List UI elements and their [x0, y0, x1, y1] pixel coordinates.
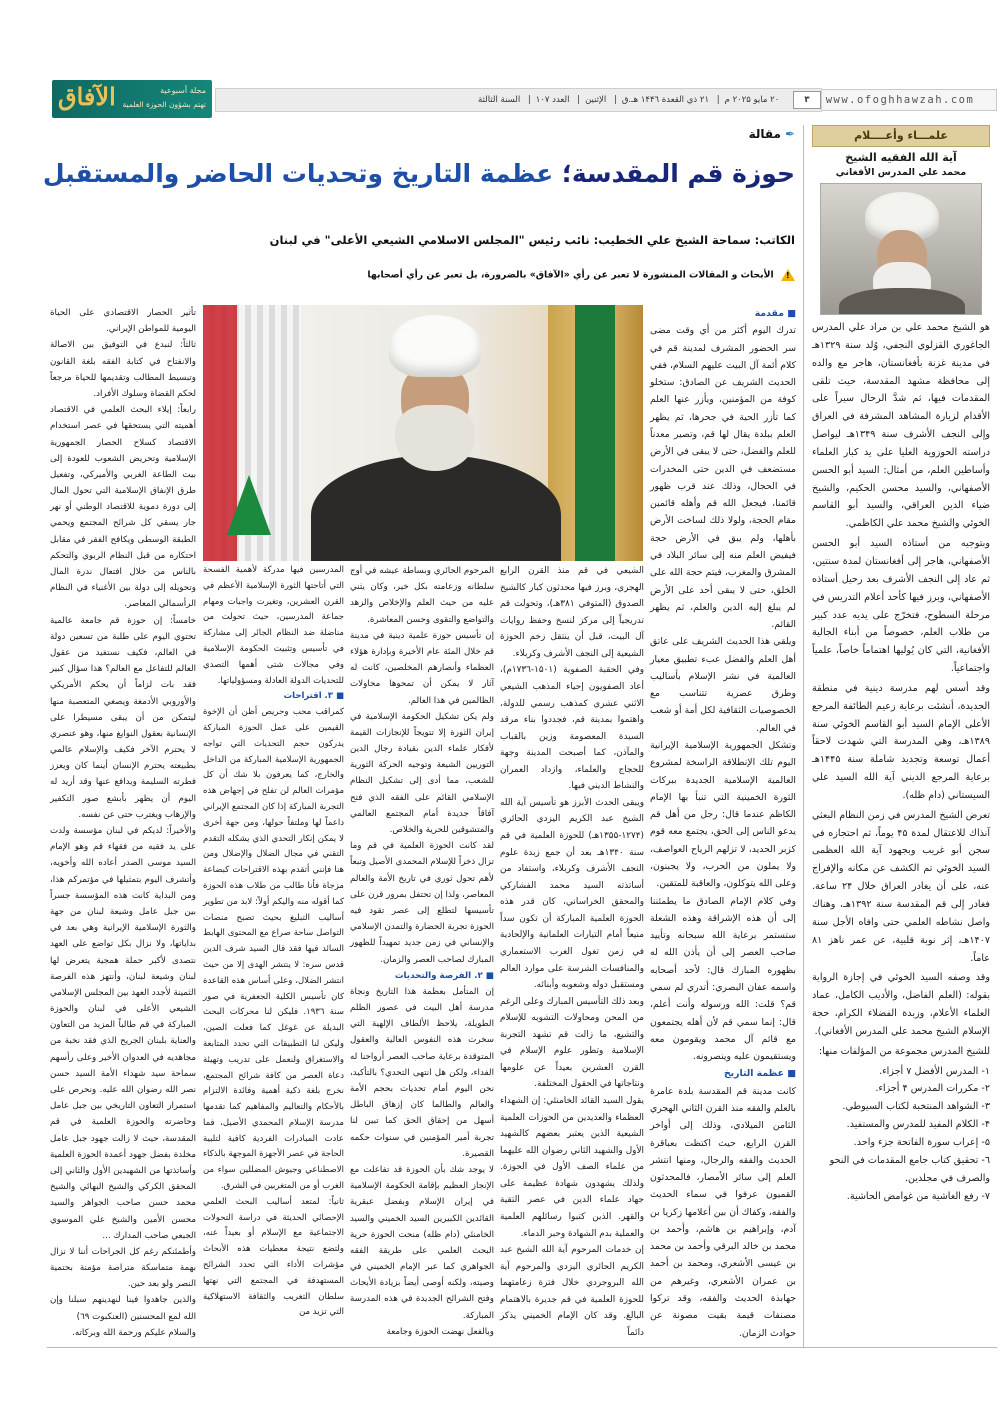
article-paragraph: ولم يكن تشكيل الحكومة الإسلامية في إيران الثورة إلا تتويجاً للإنجازات القيمة لأفكار علماء الدين بقيادة رجال الدين التوريين الشيعة وتوجيه الحركة الثورية للشعب، مما أدى إلى تشكيل النظام الإسلامي القائم على الفقه الذي فتح آفاقاً جديدة أمام المجتمع العالمي والمتشوقين للحرية والخلاص. — [350, 711, 494, 835]
scholars-sidebar — [812, 125, 990, 1347]
sidebar-section-band: علمـــاء وأعــــلام — [812, 125, 990, 147]
works-item: ٦- تحقيق كتاب جامع المقدمات في النحو والصرف في مجلدين. — [829, 1154, 990, 1184]
headline-part1: حوزة قم المقدسة؛ — [553, 159, 795, 188]
sidebar-title-line1: آية الله الفقيه الشيخ — [845, 151, 957, 164]
portrait-robe — [839, 288, 965, 315]
subheading: ■ ۲. الفرصة والتحديات — [350, 968, 494, 984]
article-column-1 — [650, 305, 796, 1342]
article-paragraph: إن المتأمل بعظمة هذا التاريخ ونجاة مدرسة أهل البيت في عصور الظلم الطويلة، يلاحظ الألطاف الإلهية التي سخرت هذه النفوس العالية والعقول المتوقدة برعاية صاحب العصر أرواحنا له الفداء، ولكن هل انتهى التحدي؟ بالتأكيد، نحن اليوم أمام تحديات بحجم الأمة والعالم والطالما كان إزهاق الباطل أسهل من إحقاق الحق كما تبين لنا تجربة أمير المؤمنين في سنوات حكمه القصيرة. — [350, 986, 494, 1159]
article-paragraph: رابعاً: إيلاء البحث العلمي في الاقتصاد أهميته التي يستحقها في عصر استخدام الاقتصاد كسلاح الحصار الجمهورية الإسلامية وتحريض الشعوب للعودة إلى بيت الطاعة الغربي والأميركي، وتفعيل طرق الإنفاق الإسلامية التي تحول المال إلى دورة دموية للاقتصاد الوطني أو نهر جار يسقي كل شرائح المجتمع ويحمي الطبقة الوسطى ويكافح الفقر في مقابل احتكاره من قبل النظام الربوي والتحكم بالناس من خلال افتعال ندرة المال وتحويله إلى دولة بين الأغنياء في النظام الرأسمالي المعاصر. — [50, 405, 196, 610]
article-paragraph: وتشكل الجمهورية الإسلامية الإيرانية اليوم تلك الإنطلاقة الراسخة لمشروع العالمية الإسلامية الجديدة ببركات الثورة الخمينية التي تنبأ بها الإمام الكاظم عندما قال: رجل من أهل قم يدعو الناس إلى الحق، يجتمع معه قوم كزبر الحديد، لا تزلهم الرياح العواصف، ولا يملون من الحرب، ولا يجبنون، وعلى الله يتوكلون، والعاقبة للمتقين. — [650, 740, 796, 890]
sidebar-biography — [812, 319, 990, 1061]
article-paragraph: ثانياً: لمتعد أساليب البحث العلمي الإحصائي الحديثة في دراسة التحولات الاجتماعية مع الإسلام أو بعيداً عنه، ولتضع نتيجة معطيات هذه الأبحاث مؤشرات الأداء التي تحدد الشرائح المستهدفة في المجتمع التي نهتها سلطان التغريب والثقافة الاستهلاكية التي تزيد من — [203, 1196, 344, 1318]
logo-wordmark: الآفاق — [58, 82, 116, 111]
bio-paragraph: وقد وصفه السيد الخوئي في إجازة الرواية بقوله: (العلم الفاضل، والأديب الكامل، عماد العلماء الأعلام، وزبدة الفضلاء الكرام، حجة الإسلام الشيخ محمد علي المدرس الأفغاني). — [812, 972, 990, 1037]
article-paragraph: ثالثاً: لنبدع في التوفيق بين الاصالة والانفتاح في كتابة الفقه بلغة القانون وتبسيط المطالب وتقديمها للحياة مرجعاً لحكم القضاة وسلوك الأفراد. — [50, 340, 196, 399]
article-paragraph: والأخيراً: لديكم في لبنان مؤسسة ولدت على يد فقيه من فقهاء قم وهو الإمام السيد موسى الصدر أعاده الله وأخويه، وأتشرف اليوم بتمثيلها في مؤتمركم هذا، ومن البداية كانت هذه المؤسسة جسراً بين جبل عامل وشيعة لبنان من جهة والثورة الإسلامية الإيرانية وهي بعد في بداياتها، ولا نزال بكل تواضع على العهد نتصدى لأكبر حملة همجية يتعرض لها لبنان وشيعة لبنان، وأنتهز هذه الفرصة الثمينة لأجدد العهد بين المجلس الإسلامي الشيعي الأعلى في لبنان والحوزة المباركة في قم طالباً المزيد من التعاون والعناية بلبنان الجريح الذي فقد نخبة من مجاهديه في العدوان الأخير وعلى رأسهم سماحة سيد شهداء الأمة السيد حسن نصر الله رضوان الله عليه. ونحرص على استمرار التعاون التاريخي بين جبل عامل وحاضرته والحوزة العلمية في قم المقدسة، حيث لا زالت جهود جبل عامل مخلدة بفضل جهود أعمدة الحوزة العلمية وأساتذتها من الشهيدين الأول والثاني إلى المحقق الكركي والشيخ البهائي والشيخ محمد حسن صاحب الجواهر والسيد محسن الأمين والشيخ علي الموسوي الجبعي صاحب المدارك ... — [49, 826, 196, 1241]
article-column-2 — [500, 563, 644, 1341]
website-url[interactable]: www.ofoghhawzah.com — [803, 89, 997, 111]
author-photo — [203, 305, 643, 561]
article-paragraph: المدرسين فيها مدركة لأهمية الفسحة التي أتاحتها الثورة الإسلامية الأعظم في القرن العشرين، وتغيرت واجبات ومهام جماعة المدرسين، حيث تحولت من مناضلة ضد النظام الجائر إلى مشاركة في تأسيس وتثبيت الحكومة الإسلامية وفي مجالات شتى أهمها التصدي للتحديات الدولة العادلة ومسؤولياتها. — [203, 565, 344, 686]
article-paragraph: كمراقب محب وحريص أظن أن الإخوة القيمين على عمل الحوزة المباركة يدركون حجم التحديات التي تواجه الجمهورية الإسلامية المباركة من الداخل والخارج، كما يعرفون بلا شك أن كل مؤمرات العالم لن تفلح في إجهاض هذه التجربة المباركة إذا كان المجتمع الإيراني داعماً لها وملتفاً حولها، ومن جهة أخرى لا يمكن إنكار التحدي الذي يشكله التقدم التقني في مجال الضلال والإضلال ومن هنا فإنني أتقدم بهذه الاقتراحات كبضاعة مزجاة فأنا طالب من طلاب هذه الحوزة كما أقوله منه واليكم أولاً: لابد من تطوير أساليب التبليغ بحيث تصبح منصات التواصل ساحة صراع مع المحتوى الهابط السائد فيها فقد قال السيد شرف الدين قدس سره: لا ينتشر الهدى إلا من حيث انتشر الضلال، وعلى أساس هذه القاعدة كان تأسيس الكلية الجعفرية في صور سنة ۱۹۳٦. فليكن لنا محركات البحث البديلة عن غوغل كما فعلت الصين، وليكن لنا التطبيقات التي تحدد المتابعة والاستغراق ولنعمل على تدريب وتهيئة دعاة العصر من كافة شرائح المجتمع، نخرج بلغة ذكية أهمية وفائدة الالتزام بالأحكام والتعاليم والمفاهيم كما تقدمها مدرسة الإسلام المحمدي الأصيل، فما عادت المبادرات الفردية كافية لتلبية الحاجة في عصر الأجهزة الموجهة بالذكاء الاصطناعي وجيوش المضللين سواء من الغرب أو من المتغربين في الشرق. — [203, 707, 344, 1192]
article-headline — [42, 158, 795, 191]
article-paragraph: وفي كلام الإمام الصادق ما يطمئننا إلى أن هذه الإشراقة وهذه الشعلة ستستمر برعاية الله سبحانه وتأييد صاحب العصر إلى أن يأذن الله له بظهوره المبارك قال: لأحد أصحابه واسمه عفان البصري: أتدري لم سمي قم؟ قلت: الله ورسوله وأنت أعلم، قال: إنما سمي قم لأن أهله يجتمعون مع قائم آل محمد ويقومون معه ويستقيمون عليه وينصرونه. — [650, 895, 796, 1063]
logo-subtitle-1: مجلة أسبوعية — [160, 86, 206, 95]
article-paragraph: وبالفعل نهضت الحوزة وجامعة — [386, 1326, 494, 1337]
article-paragraph: لقد كانت الحوزة العلمية في قم وما تزال ذخراً للإسلام المحمدي الأصيل وتبعاً لأهم تحول ثوري في تاريخ الأمة والعالم المعاصر، ولذا إن تحتفل بمرور قرن على تأسيسها لتطلع إلى عصر تقود فيه الحوزة تجربة الحضارة والتمدن الإسلامي والإنساني في زمن جديد تمهيداً للظهور المبارك لصاحب العصر والزمان. — [349, 841, 494, 965]
article-paragraph: ويبقى الحدث الأبرز هو تأسيس آية الله الشيخ عبد الكريم اليزدي الحائري (۱۲۷۴-۱۳۵۵هـ) للحوزة العلمية في قم سنة ۱۳۴۰هـ بعد أن جمع زبدة علوم النجف الأشرف وكربلاء، واستفاد من أساتذته السيد محمد الفشاركي والمحقق الخراساني، كان قدر هذه الحوزة العلمية المباركة أن تكون سداً منيعاً أمام التيارات العلمانية والإلحادية في زمن تغول الغرب الاستعماري والمنافسات الشرسة على موارد العالم ومستقبل دوله وشعوبه وأبنائه. — [500, 797, 645, 991]
article-paragraph: تأثير الحصار الاقتصادي على الحياة اليومية للمواطن الإيراني. — [50, 308, 196, 335]
article-column-4 — [203, 563, 344, 1321]
works-item: ۴- الكلام المفيد للمدرس والمستفيد. — [846, 1119, 990, 1131]
article-paragraph: وأطمئنكم رغم كل الجراحات أننا لا نزال بهمة متماسكة متراصة مؤمنة بحتمية النصر ولو بعد حين. — [50, 1246, 196, 1290]
article-paragraph: وفي الحقبة الصفوية (۱۵۰۱-۱۷۳٦م)، أعاد الصفويون إحياء المذهب الشيعي الاثني عشري كمذهب رسمي للدولة، واهتموا بمدينة قم، فجددوا بناء مرقد السيدة المعصومة وزين بالقباب والمآذن، كما أصبحت المدينة وجهة للحجاج والعلماء، وازداد العمران والنشاط الديني فيها. — [500, 665, 644, 792]
issue-weekday: الإثنين — [585, 95, 607, 105]
cedar-icon — [227, 475, 271, 535]
disclaimer — [230, 269, 795, 281]
bio-paragraph: هو الشيخ محمد علي بن مراد علي المدرس الجاغوري القزلوي النجفي، وُلد سنة ۱۳۲۹هـ في مدينة غزنة بأفغانستان، هاجر مع والده إلى محافظة مشهد المقدسة، حيث تلقى المقدمات فيها، ثم شدَّ الرحال سيراً على الأقدام لزيارة المشاهد المشرفة في العراق وإلى النجف الأشرف سنة ۱۳۴۹هـ ليواصل دراسته الحوزوية العليا على يد كبار العلماء وأساطين العلم، من أمثال: السيد أبو الحسن الأصفهاني، والسيد محسن الحكيم، والشيخ ضياء الدين العراقي، والسيد أبو القاسم الخوئي والشيخ محمد علي الكاظمي. — [812, 322, 990, 530]
issue-number: العدد ۱۰۷ — [535, 95, 570, 105]
logo-subtitle-2: تهتم بشؤون الحوزة العلمية — [122, 100, 206, 109]
disclaimer-text: الأبحاث و المقالات المنشورة لا تعبر عن رأي «الآفاق» بالضرورة، بل تعبر عن رأي أصحابها — [367, 269, 774, 281]
issue-year: السنة الثالثة — [478, 95, 521, 105]
subheading: ■ ۳. اقتراحات — [203, 689, 344, 705]
bio-paragraph: تعرض الشيخ المدرس في زمن النظام البعثي آنذاك للاعتقال لمدة ۴۵ يوماً، ثم احتجازه في سجن أبو غريب وبجهود آية الله العظمى السيد الخوئي تم الكشف عن مكانه والإفراج عنه، على أن يغادر العراق خلال ۲۴ ساعة. فغادر إلى قم المقدسة سنة ۱۳۹۲هـ، وهناك واصل نشاطه العلمي حتى وافاه الأجل سنة ۱۴۰۷هـ، إثر نوبة قلبية، عن عمر ناهز ۸۱ عاماً. — [812, 809, 991, 964]
article-paragraph: خامساً: إن حوزة قم جامعة عالمية تحتوي اليوم على طلبة من تسعين دولة في العالم، فكيف نستفيد من عقول العالم للتفاعل مع العالم؟ هذا سؤال كبير فقد بات لزاماً أن يحكم الأمريكي والأوروبي الأدمغة ويصغي المتعصبة منها ليتمكن من أن يبقى مسيطرا على الإنسانية بعقول النوايغ منها، وهو عنصري لا يحترم الآخر فكيف والإسلام عالمي بطبيعته يحترم الإنسان أينما كان ويعزز فطرته السليمة ويدافع عنها وقد أريد له اليوم أن يظهر بأبشع صور التكفير والإرهاب ويغترب حتى عن نفسه. — [50, 615, 196, 820]
bio-paragraph: وبتوجيه من أستاذه السيد أبو الحسن الأصفهاني، هاجر إلى أفغانستان لمدة سنتين، ثم عاد إلى النجف الأشرف بعد رحيل أستاذه الأصفهاني، وبرز فيها كأحد أعلام التدريس في مرحلة السطوح، فتخرّج على يديه عدد كبير من طلاب العلم، خصوصاً من أبناء الجالية الأفغانية، التي كان يُوليها اهتماماً خاصاً، علمياً واجتماعياً. — [812, 538, 990, 675]
article-paragraph: وبعد ذلك التأسيس المبارك وعلى الرغم من المحن ومحاولات التشويه للإسلام والتشيع، ما زالت قم تشهد التجربة الإسلامية وتطور علوم الإسلام في القرن العشرين بعيداً عن علومها ونتاجاتها في الحقول المختلفة. — [500, 996, 644, 1090]
article-column-5 — [50, 305, 196, 1341]
bio-paragraph: وقد أسس لهم مدرسة دينية في منطقة الجديدة، أنشئت برعاية زعيم الطائفة المرجع الأعلى الإمام السيد أبو القاسم الخوئي سنة ۱۳۸۹هـ، وهي المدرسة التي شهدت لاحقاً أعمال توسعة وتجديد شاملة سنة ۱۴۴۵هـ برعاية المرجع الديني آية الله السيد علي السيستاني (دام ظله). — [812, 682, 990, 801]
article-author: الكاتب: سماحة الشيخ علي الخطيب: نائب رئيس "المجلس الاسلامي الشيعي الأعلى" في لبنان — [269, 233, 795, 247]
works-item: ۷- رفع الغاشية من غوامض الحاشية. — [846, 1190, 990, 1202]
works-list — [812, 1063, 990, 1206]
feather-pen-icon: ✒ — [784, 127, 795, 141]
headline-part2: عظمة التاريخ وتحديات الحاضر والمستقبل — [42, 159, 554, 188]
section-label-text: مقالة — [748, 127, 781, 141]
issue-date-gregorian: ۲۰ مايو ۲۰۲۵ م — [724, 95, 780, 105]
issue-date-hijri: ۲۱ ذي القعدة ۱۴۴٦ هـ.ق — [621, 95, 710, 105]
article-paragraph: كانت مدينة قم المقدسة بلدة عامرة بالعلم والفقه منذ القرن الثاني الهجري الثامن الميلادي، وذلك إلى أواخر القرن الرابع، حيث اكتظت بعباقرة الحديث والفقه والرجال، ومنها انتشر العلم إلى سائر الأمصار، فالمحدثون القميون عرفوا في سماء الحديث والفقه، وكفاك أن بين أعلامها زكريا بن آدم، وإبراهيم بن هاشم، وأحمد بن محمد بن خالد البرقي وأحمد بن محمد بن عيسى الأشعري، ومحمد بن أحمد بن عمران الأشعري، وغيرهم من جهابذة الحديث والفقه، وقد تركوا مصنفات قيمة بقيت مصونة عن حوادث الزمان. — [650, 1085, 796, 1339]
flag-right-green — [575, 305, 615, 561]
page-number: ۳ — [793, 91, 821, 109]
works-item: ۵- إعراب سورة الفاتحة جزء واحد. — [853, 1136, 990, 1148]
works-item: ۲- مكررات المدرس ۴ أجزاء. — [875, 1083, 990, 1095]
scholar-portrait — [820, 183, 982, 315]
article-paragraph: الشيعي في قم منذ القرن الرابع الهجري، وبرز فيها محدثون كبار كالشيخ الصدوق (المتوفي ۳۸۱هـ)، وتحولت قم تدريجياً إلى مركز لنسخ وحفظ روايات آل البيت، قبل أن ينتقل زخم الحوزة الشيعية إلى النجف الأشرف وكربلاء. — [500, 566, 644, 659]
photo-beard — [395, 405, 475, 471]
article-paragraph: تدرك اليوم أكثر من أي وقت مضى سر الحضور المشرف لمدينة قم في كلام أئمة آل البيت عليهم السلام، ففي الحديث الشريف عن الصادق: ستخلو كوفة من المؤمنين، ويأزر عنها العلم كما تأزر الحية في جحرها، ثم يظهر العلم ببلدة يقال لها قم، وتصير معدناً للعلم والفضل، حتى لا يبقى في الأرض مستضعف في الدين حتى المخدرات في الحجال، وذلك عند قرب ظهور قائمنا، فيجعل الله قم وأهله قائمين مقام الحجة، ولولا ذلك لساخت الأرض بأهلها، ولم يبق في الأرض حجة فيفيض العلم منه إلى سائر البلاد في المشرق والمغرب، فيتم حجة الله على الخلق، حتى لا يبقى أحد على الأرض لم يبلغ إليه الدين والعلم، ثم يظهر القائم. — [650, 325, 796, 631]
footer-rule — [47, 1347, 997, 1348]
article-paragraph: ويلقي هذا الحديث الشريف على عاتق أهل العلم والفضل عبء تطبيق معيار العالمية في نشر الإسلام بأساليب وطرق عصرية تتناسب مع الخصوصيات الثقافية لكل أمة أو شعب في العالم. — [650, 636, 796, 734]
article-paragraph: إن تأسيس حوزة علمية دينية في مدينة قم خلال المئة عام الأخيرة وبإدارة هؤلاء العظماء وأنصارهم المخلصين، كانت له آثار لا يمكن أن تمحوها محاولات الظالمين في هذا العالم. — [350, 630, 494, 706]
article-column-3 — [350, 563, 494, 1340]
article-paragraph: لا يوجد شك بأن الحوزة قد تفاعلت مع الإنجاز العظيم بإقامة الحكومة الإسلامية في إيران الإسلام وبفضل عبقرية القائدين الكبيرين السيد الخميني والسيد الخامنئي (دام ظله) منحت الحوزة حرية البحث العلمي على طريقة الفقه الجواهري كما عبر الإمام الخميني في وصيته، ولكنه أوصى أيضاً بزيادة الأبحاث وفتح الشرائح الجديدة في هذه المدرسة المباركة. — [350, 1164, 494, 1321]
works-item: ۱- المدرس الأفضل ۷ أجزاء. — [879, 1065, 990, 1077]
article-paragraph: يقول السيد القائد الخامنئي: إن الشهداء العظماء والعديدين من الحوزات العلمية الشيعية الذين يعتبر بعضهم كالشهيد الأول والشهيد الثاني رضوان الله عليهما من علماء الصف الأول في الحوزة. ولذلك يشهدون شهادة عظيمة على جهاد علماء الدين في عصر التقية والقهر. الذين كتبوا رسائلهم العلمية والعملية بدم الشهادة وحبر الدماء. — [500, 1096, 644, 1239]
masthead — [47, 75, 997, 123]
section-label — [749, 127, 795, 141]
works-item: ۳- الشواهد المنتخبة لكتاب السيوطي. — [842, 1101, 990, 1113]
subheading: ■ عظمة التاريخ — [650, 1065, 796, 1082]
article-paragraph: المرحوم الحائري وبساطة عيشه في أوج سلطانه وزعامته بكل خير، وكان يثني عليه من حيث العلم والإخلاص والزهد والتواضع والتقوى وحسن المعاشرة. — [350, 566, 494, 625]
warning-icon: ! — [781, 269, 795, 281]
article-paragraph: إن خدمات المرحوم آية الله الشيخ عبد الكريم الحائري اليزدي والمرحوم آية الله البروجردي خلال فترة زعامتهما للحوزة العلمية في قم جديرة بالاهتمام البالغ. وقد كان الإمام الخميني يذكر دائماً — [500, 1245, 644, 1338]
issue-info-bar: ۳ ۲۰ مايو ۲۰۲۵ م| ۲۱ ذي القعدة ۱۴۴٦ هـ.ق| الإثنين| العدد ۱۰۷| السنة الثالثة — [215, 88, 822, 112]
sidebar-title-line2: محمد علي المدرس الأفغاني — [835, 167, 967, 178]
bio-paragraph: للشيخ المدرس مجموعة من المؤلفات منها: — [818, 1045, 990, 1057]
photo-turban — [389, 315, 481, 377]
sidebar-divider — [803, 125, 804, 1347]
subheading: ■ مقدمة — [650, 305, 796, 322]
article-paragraph: والسلام عليكم ورحمة الله وبركاته. — [72, 1327, 196, 1338]
publication-logo[interactable] — [52, 80, 212, 118]
article-paragraph: والذين جاهدوا فينا لنهدينهم سبلنا وإن الله لمع المحسنين (العنكبوت ٦۹) — [50, 1295, 196, 1322]
